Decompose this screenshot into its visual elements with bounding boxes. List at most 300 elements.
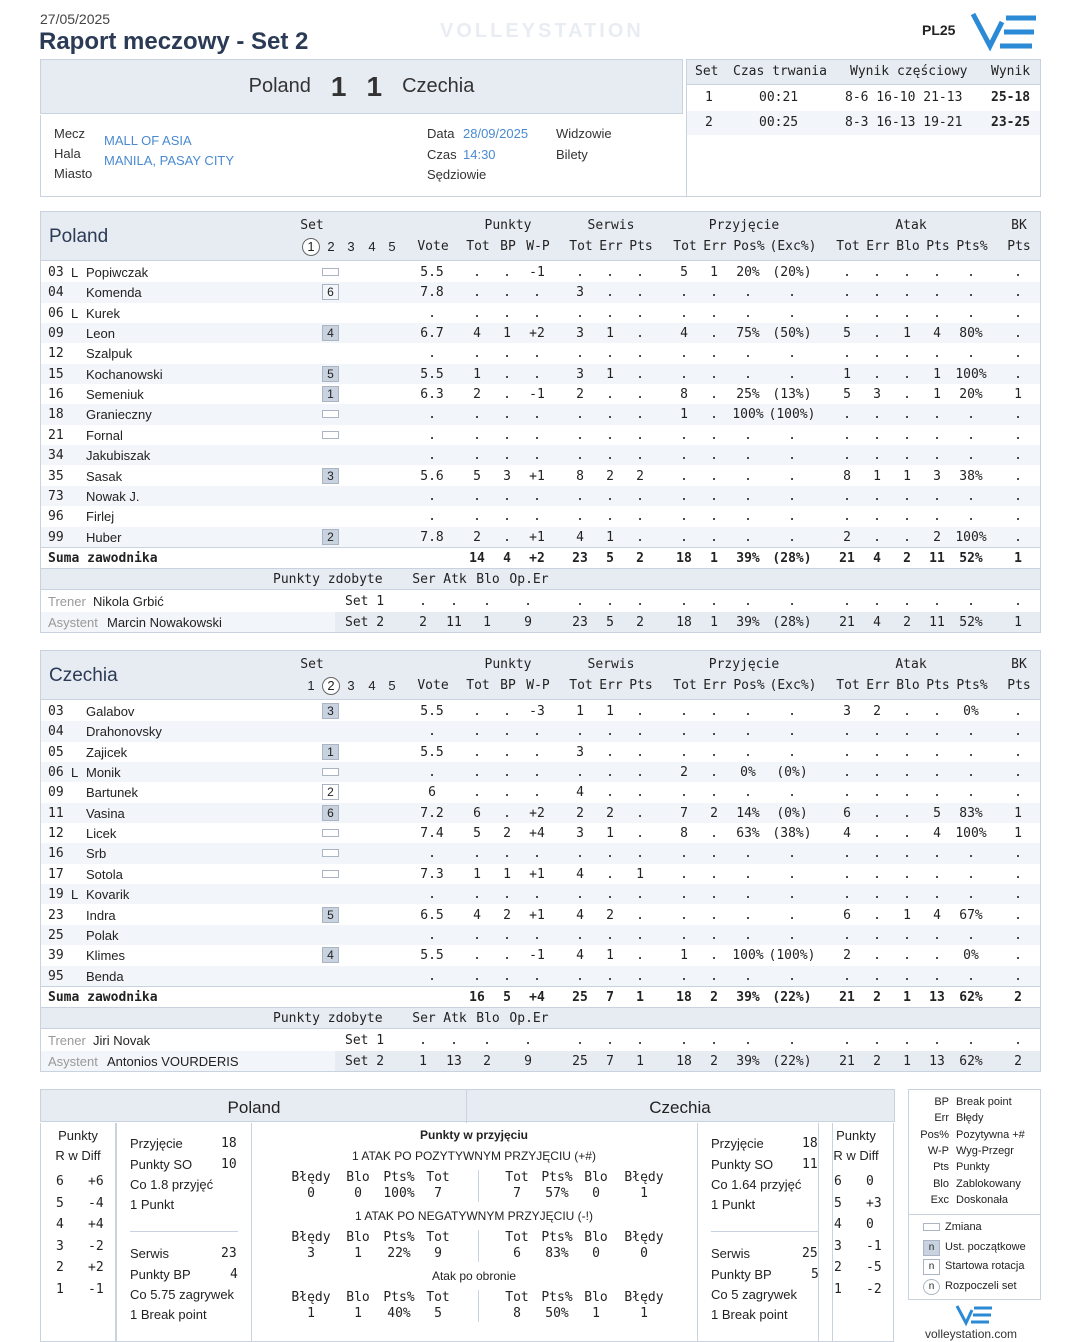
stat-cell: . <box>503 346 511 362</box>
stat-cell: . <box>710 407 718 423</box>
column-header: Pts <box>1007 239 1031 254</box>
competition-code: PL25 <box>922 22 956 38</box>
stat-cell: 8 <box>576 468 584 484</box>
set-number-header: 3 <box>347 239 355 254</box>
stat-cell: 1 <box>903 326 911 342</box>
stat-cell: . <box>873 765 881 781</box>
sets-head-set: Set <box>695 64 719 79</box>
stat-cell: . <box>788 744 796 760</box>
stat-cell: 2 <box>473 387 481 403</box>
stat-cell: . <box>680 346 688 362</box>
stat-cell: . <box>873 927 881 943</box>
legend-key: Exc <box>930 1193 949 1206</box>
column-group-header: Atak <box>895 657 927 672</box>
stat-cell: 1 <box>503 866 511 882</box>
stat-cell: . <box>903 866 911 882</box>
legend-key: W-P <box>927 1144 949 1157</box>
stat-cell: . <box>533 427 541 443</box>
stat-cell: . <box>473 407 481 423</box>
stat-cell: . <box>503 846 511 862</box>
rotation-diff: +4 <box>88 1217 104 1232</box>
stat-cell: 7.3 <box>420 866 444 882</box>
total-cell: 4 <box>503 550 511 566</box>
player-name: Vasina <box>86 805 125 821</box>
stat-cell: . <box>744 468 752 484</box>
legend-key: Pos% <box>920 1128 949 1141</box>
player-name: Benda <box>86 968 124 984</box>
points-gained-col: Op.Er <box>509 571 549 587</box>
block-col-header: Blo <box>584 1170 608 1185</box>
stat-cell: . <box>933 285 941 301</box>
stat-cell: . <box>903 448 911 464</box>
stat-cell: . <box>576 427 584 443</box>
player-name: Fornal <box>86 427 123 443</box>
summary-row <box>40 986 1041 1007</box>
stat-cell: . <box>428 305 436 321</box>
team-stats-czechia <box>40 650 1041 1076</box>
reception-ratio: Co 1.8 przyjęć <box>130 1177 214 1192</box>
stat-cell: 1 <box>606 948 614 964</box>
divider <box>909 1214 1040 1215</box>
stat-cell: . <box>933 866 941 882</box>
stat-cell: . <box>636 326 644 342</box>
stat-cell: 14% <box>736 805 760 821</box>
coach-row <box>40 612 1041 633</box>
block-value: 7 <box>434 1186 442 1201</box>
stat-cell: . <box>843 846 851 862</box>
stat-cell: +1 <box>529 866 545 882</box>
stat-cell: 3 <box>576 366 584 382</box>
block-value: 3 <box>307 1246 315 1261</box>
stat-cell: . <box>636 448 644 464</box>
player-number: 17 <box>48 866 64 882</box>
stat-cell: . <box>636 407 644 423</box>
stat-cell: . <box>503 448 511 464</box>
stat-cell: . <box>1014 724 1022 740</box>
column-header: Err <box>866 239 890 254</box>
stat-cell: . <box>606 488 614 504</box>
stat-cell: . <box>843 427 851 443</box>
stat-cell: . <box>873 427 881 443</box>
player-name: Nowak J. <box>86 488 140 504</box>
divider <box>711 1231 819 1232</box>
stat-cell: 7 <box>680 805 688 821</box>
coach-row <box>40 1030 1041 1051</box>
coach-row-cell: . <box>524 1032 532 1048</box>
coach-row-cell: 2 <box>636 614 644 630</box>
stat-cell: . <box>503 704 511 719</box>
stat-cell: . <box>636 427 644 443</box>
stat-cell: 5 <box>933 805 941 821</box>
total-cell: (22%) <box>772 989 812 1005</box>
player-number: 03 <box>48 265 64 280</box>
stat-cell: . <box>503 927 511 943</box>
volleystation-logo <box>970 10 1042 52</box>
stat-cell: . <box>1014 265 1022 280</box>
stat-cell: (100%) <box>768 407 816 423</box>
rw-head: Punkty <box>836 1128 876 1143</box>
stat-cell: . <box>903 285 911 301</box>
legend-key: BP <box>934 1096 949 1108</box>
legend-value: Break point <box>956 1096 1012 1108</box>
assistant-label: Asystent <box>48 614 98 630</box>
total-cell: 18 <box>676 989 692 1005</box>
stat-cell: . <box>680 846 688 862</box>
stat-cell: . <box>636 305 644 321</box>
stat-cell: 3 <box>933 468 941 484</box>
stat-cell: . <box>843 887 851 903</box>
player-name: Granieczny <box>86 407 152 423</box>
stat-cell: . <box>873 407 881 423</box>
player-row <box>40 905 1041 925</box>
stat-cell: 100% <box>955 529 987 545</box>
player-row <box>40 384 1041 404</box>
stat-cell: . <box>1014 326 1022 342</box>
stat-cell: . <box>636 488 644 504</box>
points-gained-col: Ser <box>412 571 436 587</box>
player-number: 12 <box>48 826 64 842</box>
column-group-header: Przyjęcie <box>708 657 780 672</box>
coach-row-cell: 13 <box>446 1053 462 1069</box>
player-name: Sasak <box>86 468 123 484</box>
column-group-header: Set <box>300 657 324 672</box>
stat-cell: . <box>1014 744 1022 760</box>
player-row <box>40 506 1041 526</box>
stat-cell: . <box>533 305 541 321</box>
column-header: Tot <box>836 678 860 693</box>
stat-cell: . <box>428 887 436 903</box>
total-cell: 2 <box>710 989 718 1005</box>
stat-cell: 6.3 <box>420 387 444 403</box>
stat-cell: . <box>606 346 614 362</box>
player-row <box>40 364 1041 384</box>
stat-cell: . <box>744 846 752 862</box>
coach-row-cell: . <box>680 1032 688 1048</box>
coach-row-cell: 2 <box>419 614 427 630</box>
stat-cell: . <box>428 846 436 862</box>
total-cell: +4 <box>529 989 545 1005</box>
starting-position-box: 4 <box>322 947 339 963</box>
player-name: Komenda <box>86 285 142 301</box>
stat-cell: . <box>710 704 718 719</box>
so-points-label: Punkty SO <box>130 1157 193 1172</box>
stat-cell: . <box>636 366 644 382</box>
stat-cell: . <box>576 765 584 781</box>
set-row-result: 23-25 <box>991 115 1031 130</box>
stat-cell: . <box>710 968 718 984</box>
stat-cell: . <box>636 968 644 984</box>
total-cell: 21 <box>839 989 855 1005</box>
stat-cell: 2 <box>843 948 851 964</box>
stat-cell: . <box>967 724 975 740</box>
stat-cell: 4 <box>576 866 584 882</box>
so-points-value: 11 <box>802 1157 818 1172</box>
stat-cell: 5.5 <box>420 704 444 719</box>
stat-cell: . <box>903 724 911 740</box>
block-col-header: Pts% <box>383 1230 415 1245</box>
stat-cell: . <box>428 427 436 443</box>
stat-cell: . <box>933 785 941 801</box>
stat-cell: . <box>428 407 436 423</box>
stat-cell: 1 <box>903 907 911 923</box>
stat-cell: . <box>843 968 851 984</box>
divider <box>478 1290 479 1322</box>
reception-ratio: Co 1.64 przyjęć <box>711 1177 802 1192</box>
stat-cell: . <box>636 887 644 903</box>
stat-cell: . <box>710 724 718 740</box>
stat-cell: 1 <box>710 265 718 280</box>
stat-cell: (0%) <box>776 765 808 781</box>
stat-cell: 2 <box>606 468 614 484</box>
player-name: Kurek <box>86 305 120 321</box>
label-hala: Hala <box>54 146 81 161</box>
legend-value: Punkty <box>956 1161 990 1174</box>
stat-cell: . <box>1014 407 1022 423</box>
stat-cell: . <box>788 968 796 984</box>
coach-row-cell: . <box>788 1032 796 1048</box>
stat-cell: . <box>744 366 752 382</box>
set-number-header: 1 <box>307 678 315 693</box>
stat-cell: . <box>788 724 796 740</box>
coach-row-cell: 25 <box>572 1053 588 1069</box>
stat-cell: . <box>473 765 481 781</box>
stat-cell: 2 <box>473 529 481 545</box>
coach-row-cell: 39% <box>736 1053 760 1069</box>
serve-ratio: Co 5.75 zagrywek <box>130 1287 235 1302</box>
stat-cell: . <box>788 887 796 903</box>
stat-cell: 1 <box>606 704 614 719</box>
player-row <box>40 721 1041 741</box>
stat-cell: . <box>533 366 541 382</box>
column-header: Blo <box>896 678 920 693</box>
stat-cell: . <box>873 866 881 882</box>
coach-label: Trener <box>48 1032 86 1048</box>
stat-cell: . <box>428 927 436 943</box>
stat-cell: . <box>933 407 941 423</box>
substitution-marker <box>322 410 339 418</box>
column-header: Tot <box>836 239 860 254</box>
rotation-diff: -1 <box>88 1281 104 1297</box>
player-number: 99 <box>48 529 64 545</box>
bp-points-value: 4 <box>230 1267 238 1282</box>
stat-cell: . <box>503 509 511 525</box>
reception-value: 18 <box>221 1136 237 1151</box>
stat-cell: 3 <box>576 285 584 301</box>
stat-cell: 3 <box>576 326 584 342</box>
stat-cell: . <box>503 427 511 443</box>
stat-cell: 1 <box>636 866 644 882</box>
stat-cell: . <box>710 927 718 943</box>
stat-cell: . <box>903 704 911 719</box>
block-col-header: Blo <box>346 1170 370 1185</box>
player-number: 73 <box>48 488 64 504</box>
stat-cell: 2 <box>503 826 511 842</box>
stat-cell: . <box>1014 448 1022 464</box>
stat-cell: . <box>843 509 851 525</box>
total-cell: 39% <box>736 550 760 566</box>
stat-cell: 1 <box>903 468 911 484</box>
stat-cell: . <box>933 846 941 862</box>
column-header: Err <box>703 678 727 693</box>
stat-cell: . <box>843 785 851 801</box>
stat-cell: 4 <box>933 907 941 923</box>
stat-cell: . <box>680 509 688 525</box>
player-row <box>40 262 1041 282</box>
stat-cell: . <box>503 387 511 403</box>
column-header: W-P <box>526 678 550 693</box>
stat-cell: 3 <box>576 826 584 842</box>
rotation-diff: +3 <box>866 1195 882 1211</box>
stat-cell: -1 <box>529 265 545 280</box>
stat-cell: 6.5 <box>420 907 444 923</box>
coach-row-cell: 1 <box>710 614 718 630</box>
coach-row <box>40 591 1041 612</box>
column-header: Tot <box>673 239 697 254</box>
stat-cell: . <box>903 387 911 403</box>
set-number-header: 4 <box>368 239 376 254</box>
coach-row-cell: 2 <box>873 1053 881 1069</box>
stat-cell: . <box>473 968 481 984</box>
legend-key: Err <box>934 1112 949 1125</box>
stat-cell: . <box>710 887 718 903</box>
stat-cell: . <box>680 448 688 464</box>
player-row <box>40 486 1041 506</box>
rotation-number: 1 <box>56 1281 64 1297</box>
player-number: 39 <box>48 948 64 964</box>
block-value: 9 <box>434 1246 442 1261</box>
total-cell: 2 <box>1014 989 1022 1005</box>
stat-cell: 1 <box>473 366 481 382</box>
stat-cell: +2 <box>529 805 545 821</box>
away-sets-won: 1 <box>366 70 383 102</box>
stat-cell: 1 <box>606 529 614 545</box>
player-number: 05 <box>48 744 64 760</box>
coach-row-cell: . <box>680 593 688 609</box>
stat-cell: . <box>933 509 941 525</box>
column-group-header: Punkty <box>484 218 532 233</box>
stat-cell: . <box>933 927 941 943</box>
stat-cell: 6 <box>843 805 851 821</box>
player-number: 18 <box>48 407 64 423</box>
player-row <box>40 425 1041 445</box>
stat-cell: . <box>1014 346 1022 362</box>
block-value: 8 <box>513 1306 521 1321</box>
column-group-header: Set <box>300 218 324 233</box>
stat-cell: . <box>473 927 481 943</box>
stat-cell: . <box>606 387 614 403</box>
points-gained-header <box>40 1007 1041 1029</box>
stat-cell: 20% <box>736 265 760 280</box>
stat-cell: . <box>576 509 584 525</box>
player-row <box>40 323 1041 343</box>
stat-cell: . <box>636 704 644 719</box>
player-number: 16 <box>48 387 64 403</box>
starting-position-box: 2 <box>322 529 339 545</box>
stat-cell: . <box>606 305 614 321</box>
divider <box>130 1231 238 1232</box>
stat-cell: . <box>680 366 688 382</box>
stat-cell: 8 <box>680 387 688 403</box>
stat-cell: . <box>503 724 511 740</box>
player-name: Polak <box>86 927 119 943</box>
block-col-header: Błędy <box>624 1170 664 1185</box>
coach-row-cell: 11 <box>446 614 462 630</box>
coach-row-cell: 11 <box>929 614 945 630</box>
set-label: Set 2 <box>345 614 385 630</box>
team-header <box>40 211 1041 261</box>
stat-cell: . <box>606 509 614 525</box>
stat-cell: . <box>903 826 911 842</box>
stat-cell: . <box>428 765 436 781</box>
away-team-name: Czechia <box>402 75 475 97</box>
stat-cell: . <box>710 907 718 923</box>
legend-value: Startowa rotacja <box>945 1260 1025 1272</box>
player-name: Kovarik <box>86 887 130 903</box>
stat-cell: 2 <box>606 907 614 923</box>
footer-logo <box>955 1303 995 1327</box>
stat-cell: . <box>473 948 481 964</box>
legend-row <box>909 1095 1040 1111</box>
coach-name: Jiri Novak <box>93 1032 151 1048</box>
footer-url: volleystation.com <box>925 1327 1018 1341</box>
stat-cell: . <box>636 948 644 964</box>
coach-row-cell: 52% <box>959 614 983 630</box>
assistant-label: Asystent <box>48 1053 98 1069</box>
stat-cell: . <box>1014 866 1022 882</box>
stat-cell: +1 <box>529 468 545 484</box>
bottom-team-header <box>40 1089 895 1122</box>
points-gained-col: Atk <box>443 571 467 587</box>
stat-cell: . <box>473 785 481 801</box>
rotation-number: 5 <box>834 1195 842 1211</box>
coach-row-cell: (22%) <box>772 1053 812 1069</box>
stat-cell: . <box>967 887 975 903</box>
serve-label: Serwis <box>130 1246 170 1261</box>
block-col-header: Pts% <box>383 1170 415 1185</box>
stat-cell: 0% <box>740 765 756 781</box>
block-value: 1 <box>354 1306 362 1321</box>
total-cell: 1 <box>636 989 644 1005</box>
coach-row-cell: 1 <box>1014 614 1022 630</box>
player-row <box>40 762 1041 782</box>
stat-cell: 5 <box>473 826 481 842</box>
stat-cell: . <box>503 948 511 964</box>
stat-cell: . <box>576 846 584 862</box>
stat-cell: . <box>744 785 752 801</box>
stat-cell: . <box>503 785 511 801</box>
stat-cell: 1 <box>1014 826 1022 842</box>
starting-position-box: 1 <box>322 744 339 760</box>
team-header <box>40 650 1041 700</box>
coach-row-cell: 21 <box>839 614 855 630</box>
stat-cell: . <box>1014 887 1022 903</box>
coach-row-cell: 1 <box>636 1053 644 1069</box>
block-col-header: Tot <box>505 1290 529 1305</box>
stat-cell: . <box>606 927 614 943</box>
reception-summary <box>40 1089 895 1342</box>
stat-cell: . <box>533 285 541 301</box>
stat-cell: 25% <box>736 387 760 403</box>
legend-row <box>909 1111 1040 1127</box>
column-header: Tot <box>569 678 593 693</box>
stat-cell: -1 <box>529 948 545 964</box>
stat-cell: . <box>606 765 614 781</box>
stat-cell: . <box>967 488 975 504</box>
block-value: 1 <box>640 1306 648 1321</box>
column-header: Pts% <box>956 678 988 693</box>
stat-cell: . <box>710 529 718 545</box>
match-info <box>40 115 687 197</box>
